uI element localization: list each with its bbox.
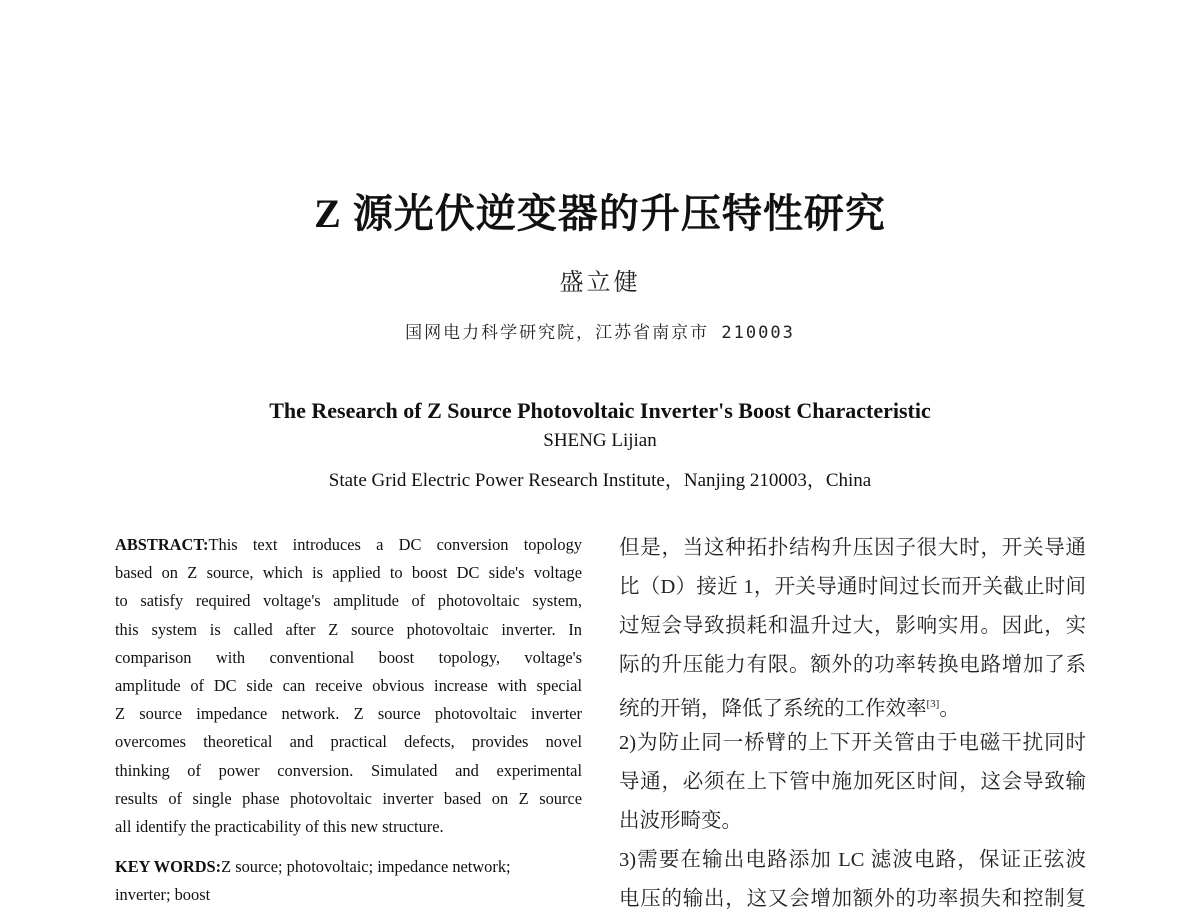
abstract-line: comparison with conventional boost topology, voltage's — [115, 647, 582, 667]
abstract-line: to satisfy required voltage's amplitude of photovoltaic system, — [115, 591, 582, 611]
body-line: 2)为防止同一桥臂的上下开关管由于电磁干扰同时 — [619, 732, 1086, 754]
abstract-text: This text introduces a DC conversion topology — [208, 535, 582, 554]
affiliation-cn: 国网电力科学研究院，江苏省南京市 210003 — [405, 323, 795, 343]
body-line: 比（D）接近 1，开关导通时间过长而开关截止时间 — [619, 576, 1086, 598]
body-text: 。 — [939, 698, 960, 720]
body-line: 电压的输出，这又会增加额外的功率损失和控制复 — [619, 888, 1086, 910]
body-line: 过短会导致损耗和温升过大，影响实用。因此，实 — [619, 615, 1086, 637]
body-line: 导通，必须在上下管中施加死区时间，这会导致输 — [619, 771, 1086, 793]
abstract-column — [115, 533, 582, 911]
author-cn: 盛立健 — [559, 270, 641, 296]
abstract-line: this system is called after Z source photovoltaic inverter. In — [115, 619, 582, 639]
keywords-line — [115, 855, 582, 883]
abstract-line — [115, 533, 582, 561]
abstract-label: ABSTRACT: — [115, 535, 209, 554]
abstract-line: results of single phase photovoltaic inverter based on Z source — [115, 788, 582, 808]
body-line — [619, 688, 1086, 727]
affiliation-en: State Grid Electric Power Research Institute，Nanjing 210003，China — [328, 470, 872, 491]
citation[interactable]: [3] — [926, 698, 940, 710]
body-line: 出波形畸变。 — [619, 810, 742, 832]
body-column-right — [619, 532, 1086, 922]
keywords-text: Z source; photovoltaic; impedance network; — [221, 857, 511, 877]
abstract-line: overcomes theoretical and practical defects, provides novel — [115, 732, 582, 752]
abstract-line: amplitude of DC side can receive obvious increase with special — [115, 675, 582, 695]
abstract-line: Z source impedance network. Z source photovoltaic inverter — [115, 704, 582, 724]
keywords-line: inverter; boost — [115, 885, 211, 905]
body-text: 统的开销，降低了系统的工作效率 — [619, 698, 927, 720]
paper-title-en: The Research of Z Source Photovoltaic Inverter's Boost Characteristic — [269, 398, 931, 423]
abstract-line: based on Z source, which is applied to boost DC side's voltage — [115, 563, 582, 583]
paper-title-cn: Z 源光伏逆变器的升压特性研究 — [314, 191, 886, 236]
body-line: 但是，当这种拓扑结构升压因子很大时，开关导通 — [619, 537, 1086, 559]
body-line: 3)需要在输出电路添加 LC 滤波电路，保证正弦波 — [619, 849, 1086, 871]
body-line: 际的升压能力有限。额外的功率转换电路增加了系 — [619, 654, 1086, 676]
keywords-label: KEY WORDS: — [115, 857, 222, 877]
author-en: SHENG Lijian — [543, 430, 657, 451]
abstract-line: thinking of power conversion. Simulated and experimental — [115, 760, 582, 780]
abstract-line: all identify the practicability of this new structure. — [115, 816, 444, 836]
